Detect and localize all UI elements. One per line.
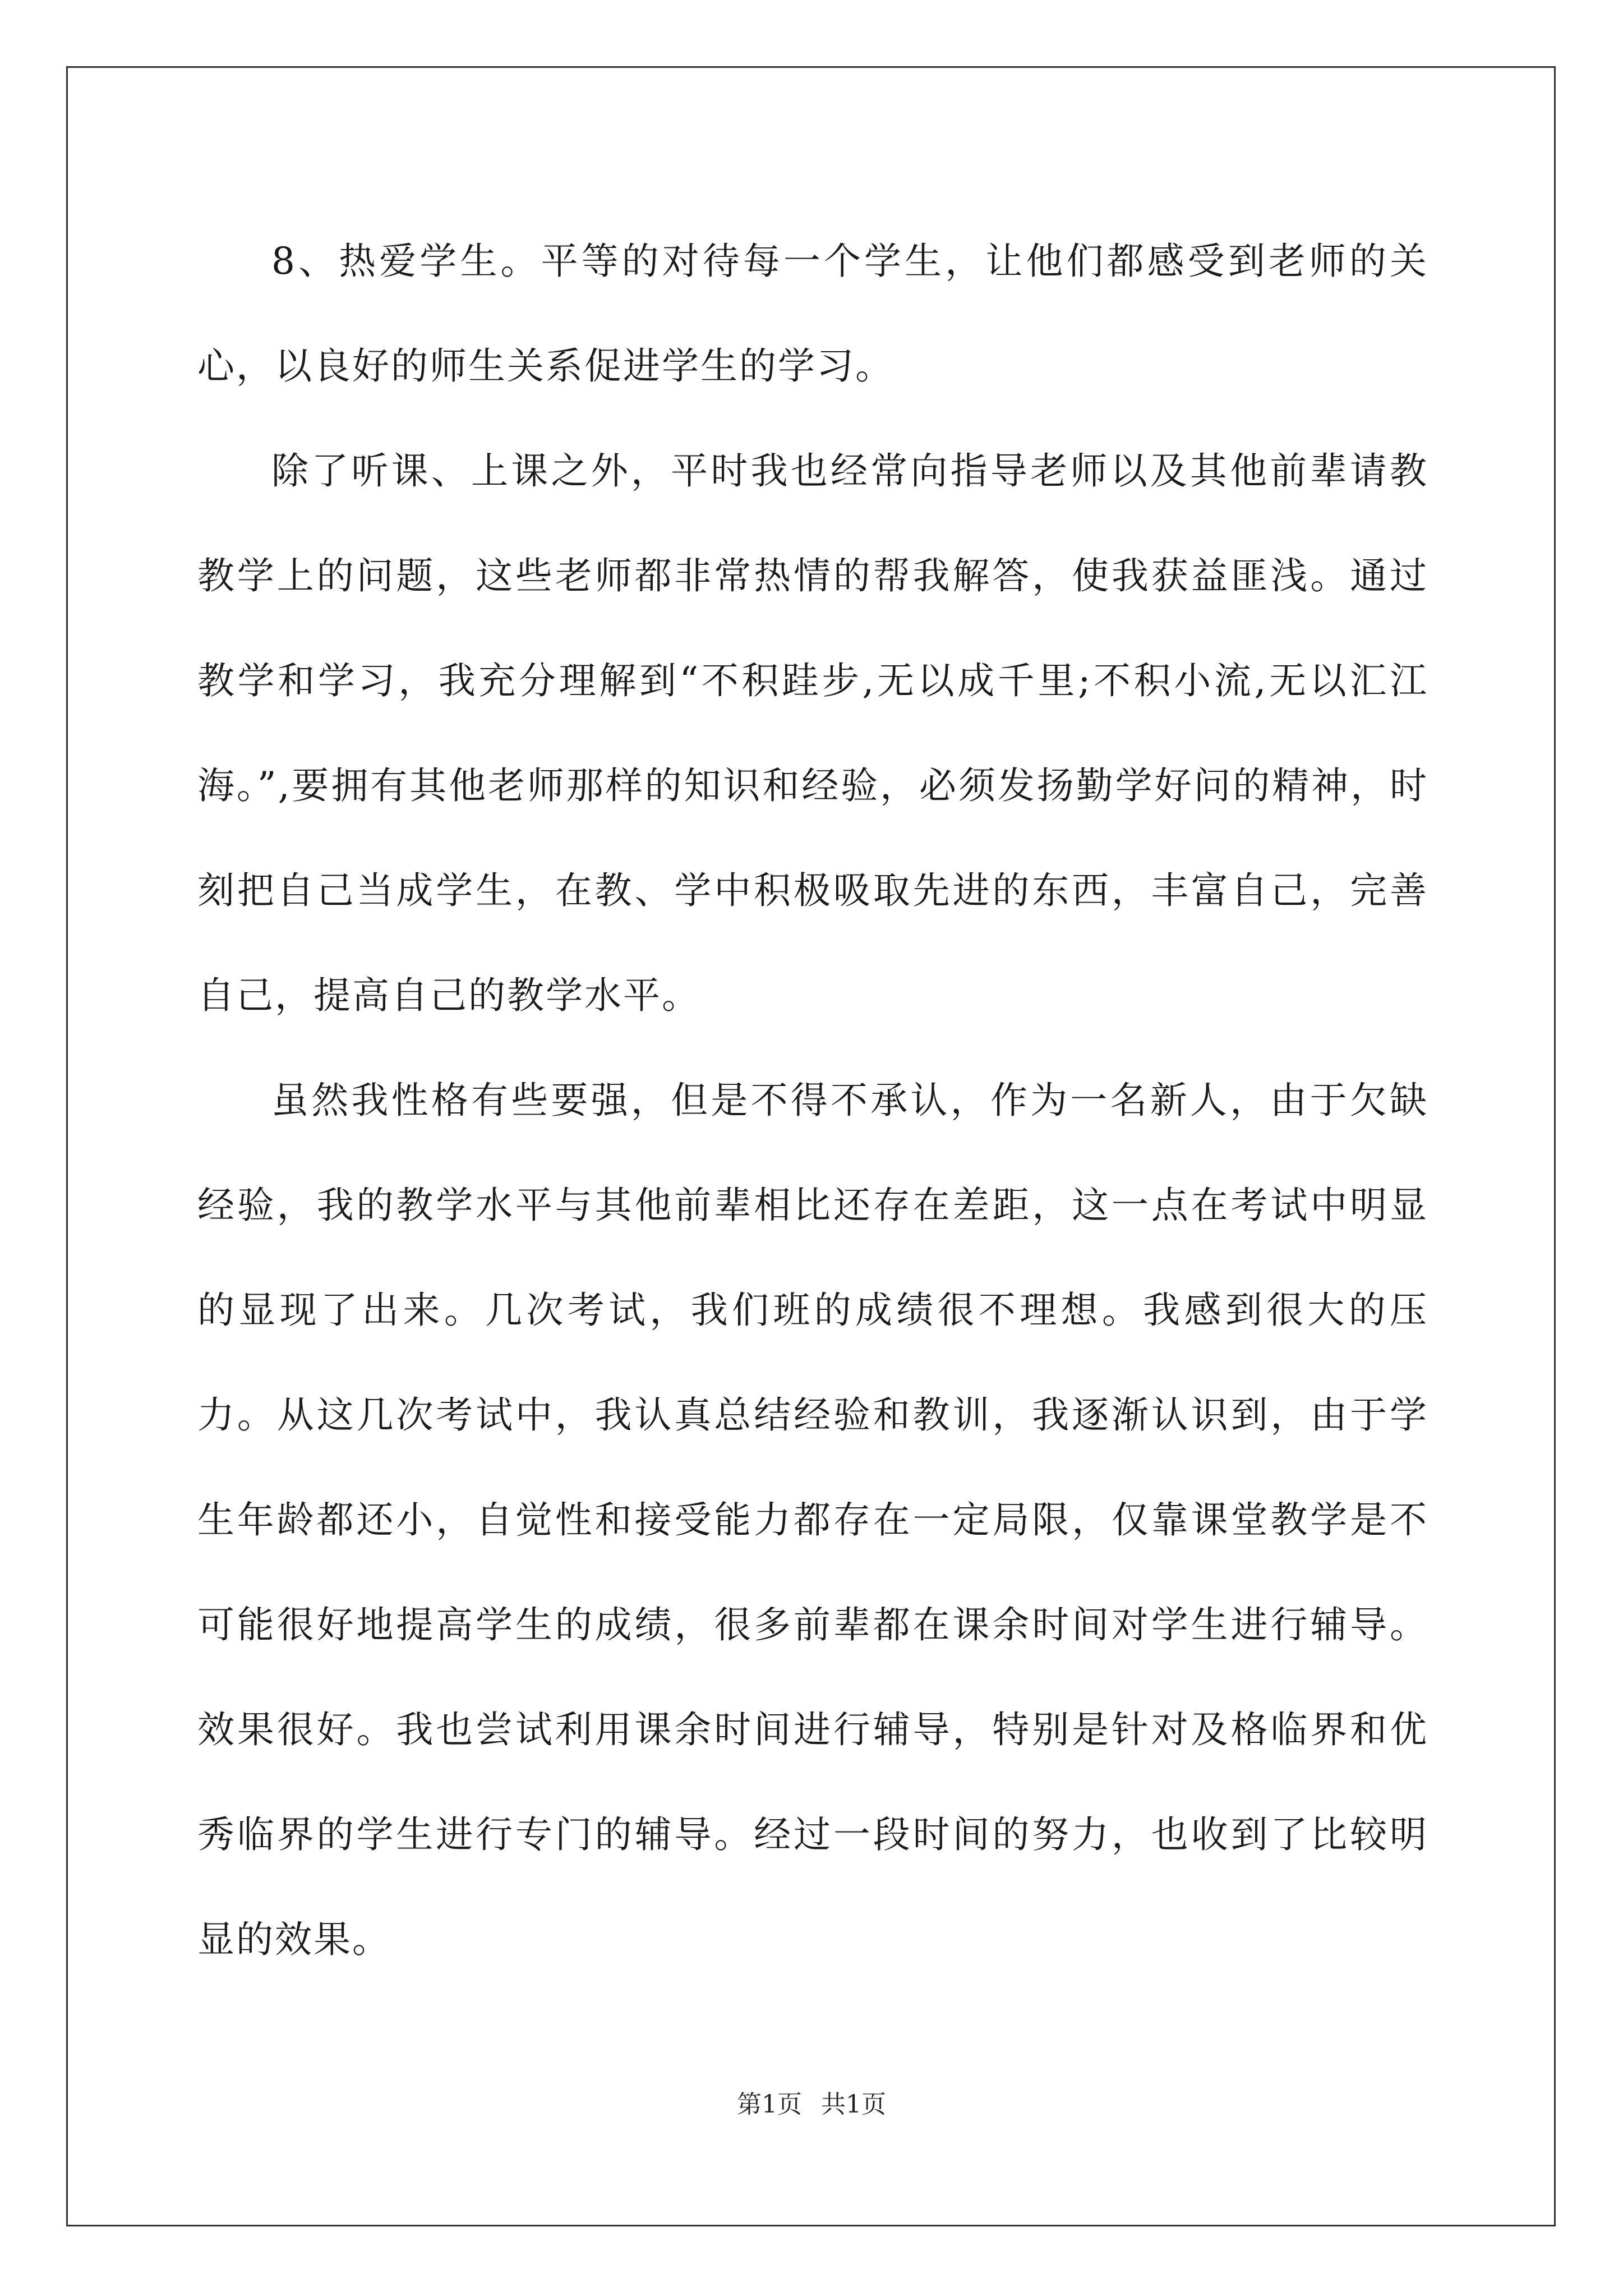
page-number-total: 共1页 (821, 2090, 886, 2119)
document-body (197, 209, 1428, 1992)
paragraph-2: 除了听课、上课之外，平时我也经常向指导老师以及其他前辈请教教学上的问题，这些老师都非常热情的帮我解答，使我获益匪浅。通过教学和学习，我充分理解到“不积跬步,无以成千里;不积小流,无以汇江海。”,要拥有其他老师那样的知识和经验，必须发扬勤学好问的精神，时刻把自己当成学生，在教、学中积极吸取先进的东西，丰富自己，完善自己，提高自己的教学水平。 (197, 449, 1428, 1017)
paragraph-1: 8、热爱学生。平等的对待每一个学生，让他们都感受到老师的关心，以良好的师生关系促进学生的学习。 (197, 240, 1428, 388)
page-footer (0, 2084, 1623, 2120)
paragraph-3: 虽然我性格有些要强，但是不得不承认，作为一名新人，由于欠缺经验，我的教学水平与其他前辈相比还存在差距，这一点在考试中明显的显现了出来。几次考试，我们班的成绩很不理想。我感到很大的压力。从这几次考试中，我认真总结经验和教训，我逐渐认识到，由于学生年龄都还小，自觉性和接受能力都存在一定局限，仅靠课堂教学是不可能很好地提高学生的成绩，很多前辈都在课余时间对学生进行辅导。效果很好。我也尝试利用课余时间进行辅导，特别是针对及格临界和优秀临界的学生进行专门的辅导。经过一段时间的努力，也收到了比较明显的效果。 (197, 1079, 1428, 1961)
page-number-current: 第1页 (737, 2090, 802, 2119)
